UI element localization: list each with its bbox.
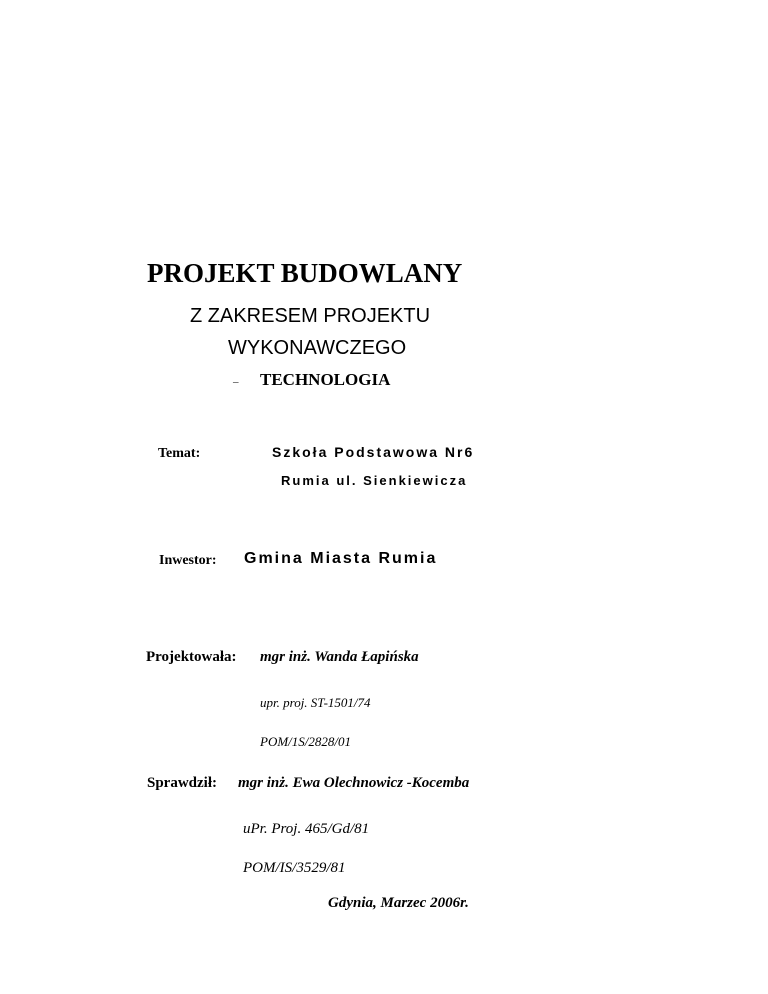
temat-line-2: Rumia ul. Sienkiewicza xyxy=(281,473,468,488)
section-name: TECHNOLOGIA xyxy=(260,370,391,389)
place-date: Gdynia, Marzec 2006r. xyxy=(328,895,469,911)
sprawdzil-name: mgr inż. Ewa Olechnowicz -Kocemba xyxy=(238,775,470,791)
sprawdzil-izba: POM/IS/3529/81 xyxy=(243,860,346,876)
temat-line-1: Szkoła Podstawowa Nr6 xyxy=(272,444,475,460)
projektowala-label: Projektowała: xyxy=(146,649,237,665)
inwestor-label: Inwestor: xyxy=(159,553,217,568)
temat-label: Temat: xyxy=(158,446,201,461)
document-title: PROJEKT BUDOWLANY xyxy=(147,258,463,288)
sprawdzil-label: Sprawdził: xyxy=(147,775,218,791)
subtitle-line-1: Z ZAKRESEM PROJEKTU xyxy=(190,305,431,327)
projektowala-izba: POM/1S/2828/01 xyxy=(260,734,351,749)
projektowala-uprawnienia: upr. proj. ST-1501/74 xyxy=(260,695,371,710)
projektowala-name: mgr inż. Wanda Łapińska xyxy=(260,649,419,665)
inwestor-value: Gmina Miasta Rumia xyxy=(244,550,438,567)
section-dash: – xyxy=(233,376,239,388)
sprawdzil-uprawnienia: uPr. Proj. 465/Gd/81 xyxy=(243,821,370,837)
subtitle-line-2: WYKONAWCZEGO xyxy=(228,337,407,359)
